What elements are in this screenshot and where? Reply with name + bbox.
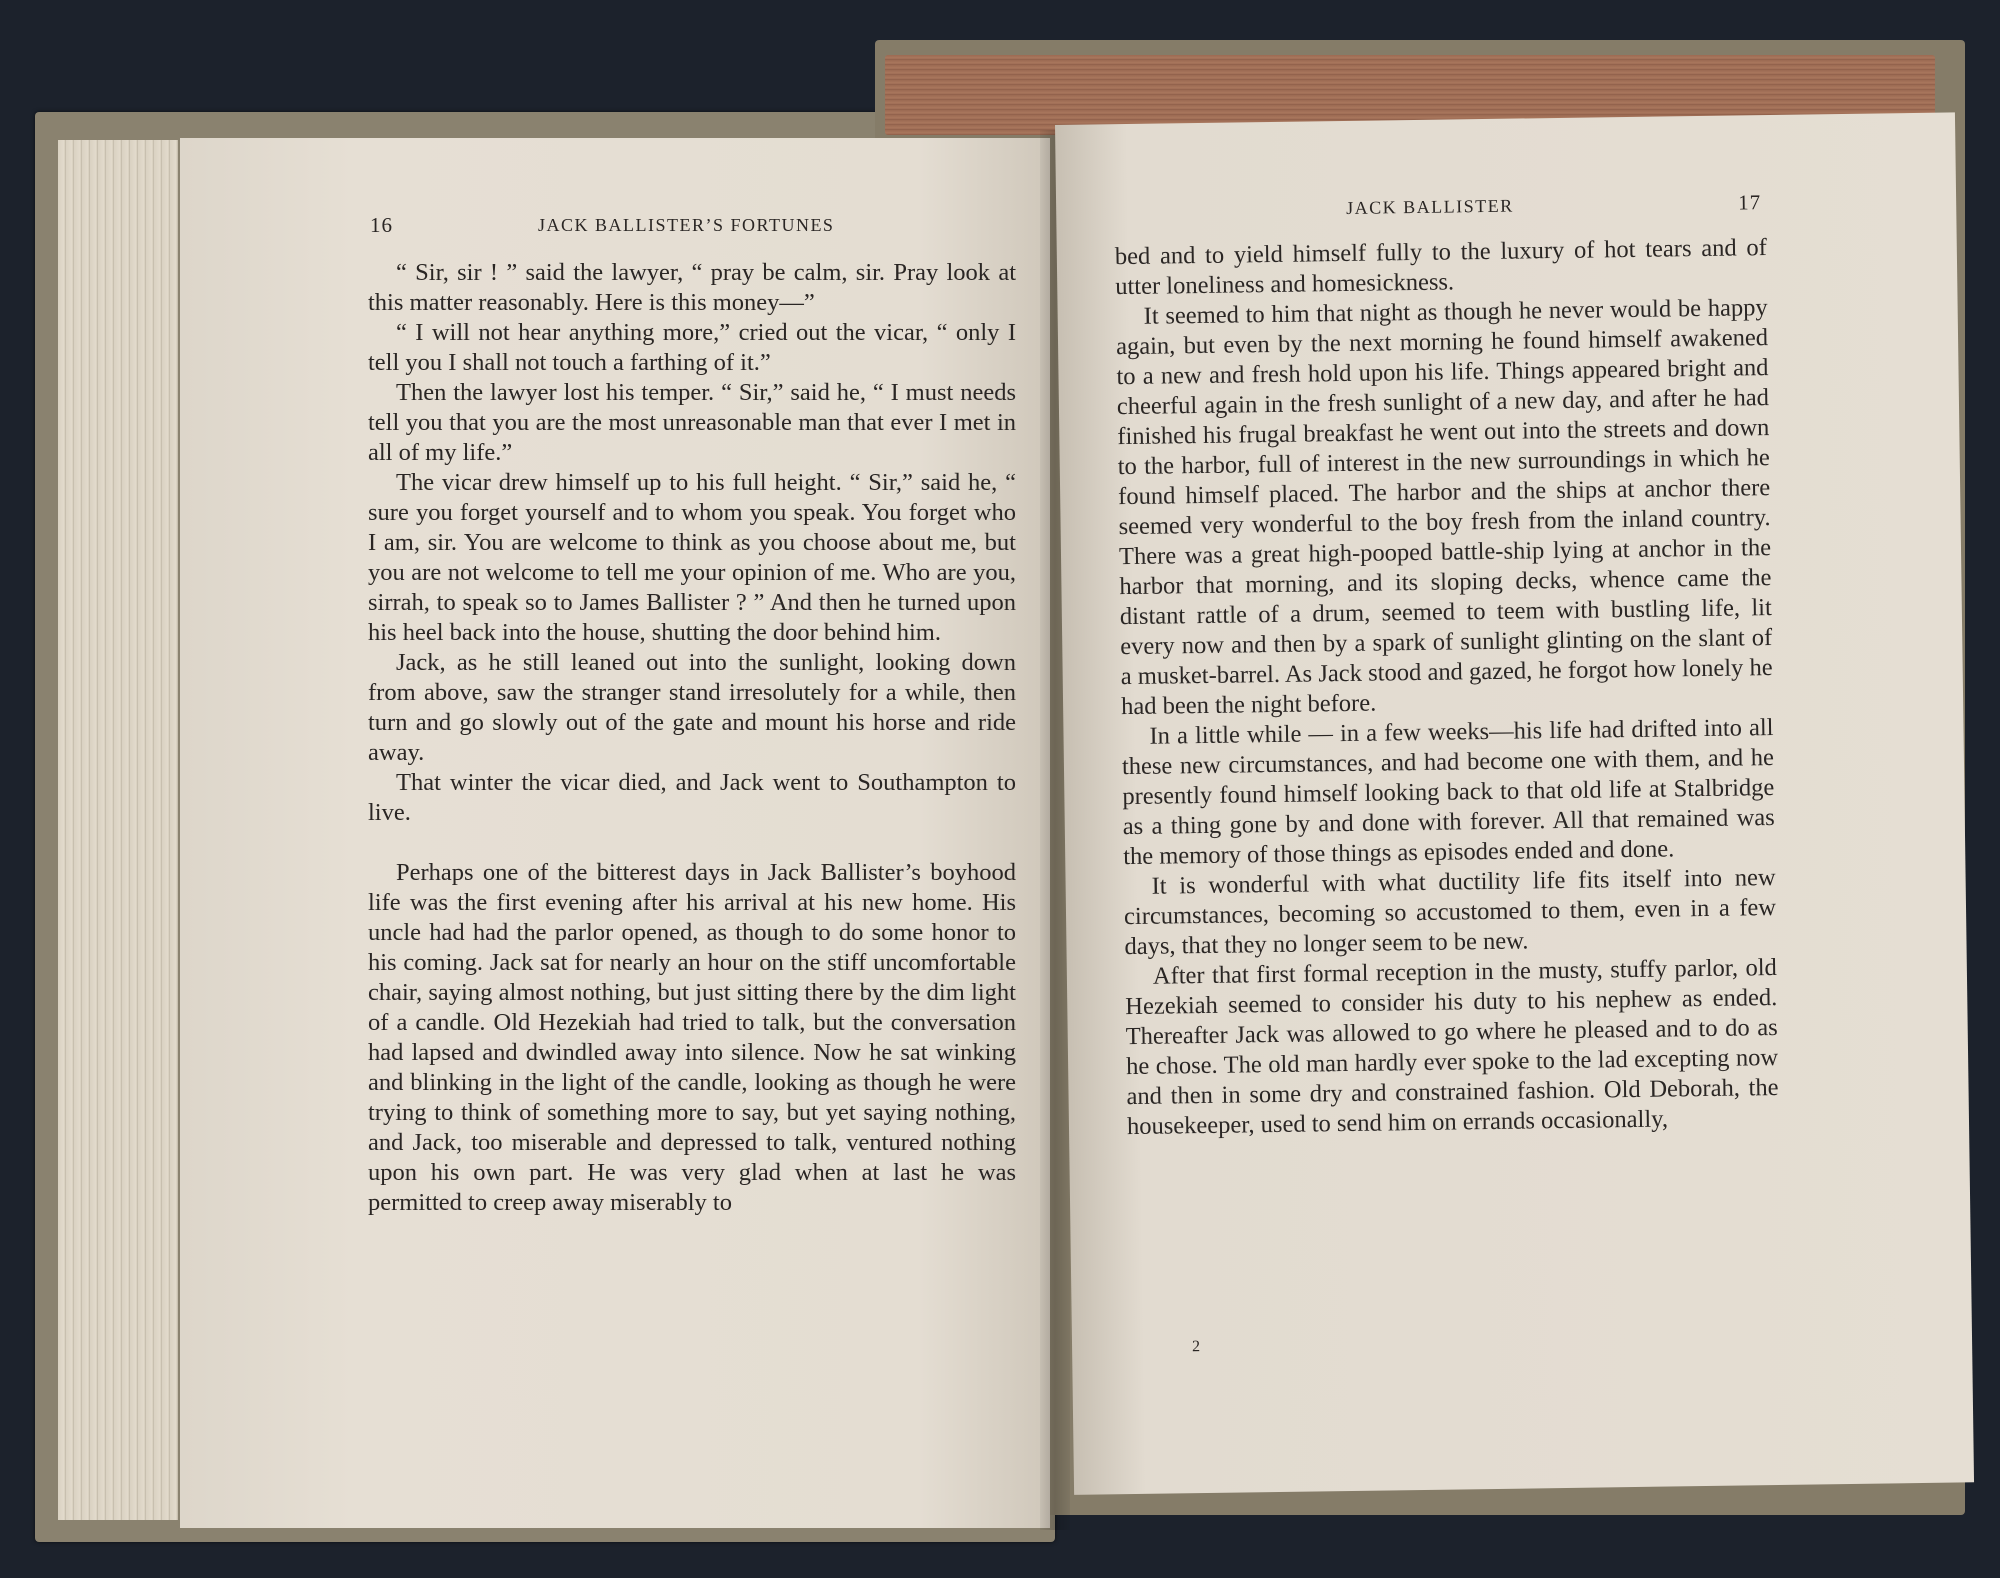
page-edges-left [58,140,178,1520]
left-running-head: JACK BALLISTER’S FORTUNES [538,215,835,235]
signature-mark: 2 [1191,1338,1201,1356]
right-page [1055,112,1974,1494]
left-page-number: 16 [370,213,393,237]
paragraph: It seemed to him that night as though he never would be happy again, but even by the next morning he found himself awakened to a new and fresh hold upon his life. Things appeared bright and cheerful again in the fresh sunlight of a new day, and after he had finished his frugal breakfast he went out into the streets and down to the harbor, full of interest in the new surroundings in which he found himself placed. The harbor and the ships at anchor there seemed very wonderful to the boy fresh from the inland country. There was a great high-pooped battle-ship lying at anchor in the harbor that morning, and its sloping decks, whence came the distant rattle of a drum, seemed to teem with bustling life, lit every now and then by a spark of sunlight glinting on the slant of a musket-barrel. As Jack stood and gazed, he forgot how lonely he had been the night before. [1115,294,1773,721]
right-page-header [1056,187,1956,230]
paragraph: In a little while — in a few weeks—his life had drifted into all these new circumstances, and had become one with them, and he presently found himself looking back to that old life at Stalbridge as a thing gone by and done with forever. All that remained was the memory of those things as episodes ended and done. [1121,714,1775,871]
paragraph: Then the lawyer lost his temper. “ Sir,” said he, “ I must needs tell you that you are the most unreasonable man that ever I met in all of my life.” [368,379,1016,466]
paragraph: “ I will not hear anything more,” cried out the vicar, “ only I tell you I shall not touch a farthing of it.” [368,319,1016,376]
paragraph: It is wonderful with what ductility life fits itself into new circumstances, becoming so accustomed to them, even in a few days, that they no longer seem to be new. [1123,864,1777,961]
right-page-number: 17 [1737,190,1762,215]
right-running-head: JACK BALLISTER [1346,195,1514,218]
paragraph: bed and to yield himself fully to the luxury of hot tears and of utter loneliness and homesickness. [1114,234,1767,301]
left-page [180,138,1050,1528]
paragraph: That winter the vicar died, and Jack went to Southampton to live. [368,769,1016,826]
right-page-text [1115,233,1780,1142]
paragraph: After that first formal reception in the musty, stuffy parlor, old Hezekiah seemed to consider his duty to his nephew as ended. Thereafter Jack was allowed to go where he pleased and to do as he chose. The old man hardly ever spoke to the lad excepting now and then in some dry and constrained fashion. Old Deborah, the housekeeper, used to send him on errands occasionally, [1125,954,1779,1141]
paragraph: Perhaps one of the bitterest days in Jack Ballister’s boyhood life was the first evening after his arrival at his new home. His uncle had had the parlor opened, as though to do some honor to his coming. Jack sat for nearly an hour on the stiff uncomfortable chair, saying almost nothing, but just sitting there by the dim light of a candle. Old Hezekiah had tried to talk, but the conversation had lapsed and dwindled away into silence. Now he sat winking and blinking in the light of the candle, looking as though he were trying to think of something more to say, but yet saying nothing, and Jack, too miserable and depressed to talk, ventured nothing upon his own part. He was very glad when at last he was permitted to creep away miserably to [368,859,1016,1216]
left-page-text [368,258,1016,1218]
paragraph: The vicar drew himself up to his full height. “ Sir,” said he, “ sure you forget yourself and to whom you speak. You forget who I am, sir. You are welcome to think as you choose about me, but you are not welcome to tell me your opinion of me. Who are you, sirrah, to speak so to James Ballister ? ” And then he turned upon his heel back into the house, shutting the door behind him. [368,469,1016,646]
paragraph: Jack, as he still leaned out into the sunlight, looking down from above, saw the stranger stand irresolutely for a while, then turn and go slowly out of the gate and mount his horse and ride away. [368,649,1016,766]
paragraph: “ Sir, sir ! ” said the lawyer, “ pray be calm, sir. Pray look at this matter reasonably. Here is this money—” [368,259,1016,316]
left-page-header [180,213,1050,243]
